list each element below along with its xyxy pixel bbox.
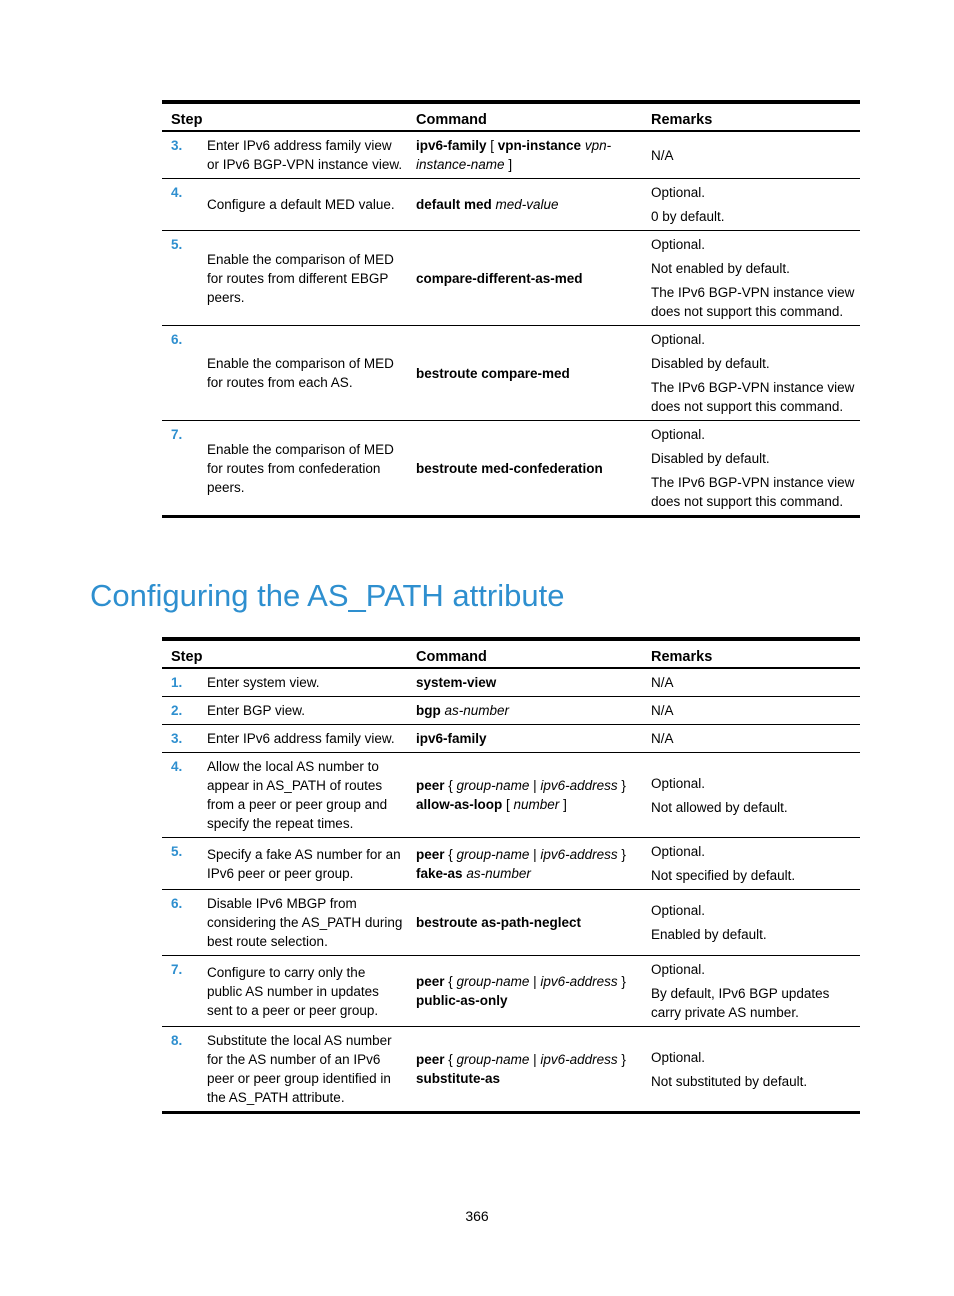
step-description: Enter BGP view. — [207, 703, 306, 718]
command-syntax: | — [529, 778, 541, 793]
step-number: 6. — [171, 332, 183, 347]
step-description: Substitute the local AS number for the AS number of an IPv6 peer or peer group identified in the AS_PATH attribute. — [207, 1033, 392, 1105]
command-syntax: ] — [504, 157, 513, 172]
command-keyword: system-view — [416, 675, 497, 690]
command-syntax: } — [617, 778, 626, 793]
remarks-cell — [645, 956, 860, 1027]
command-syntax: { — [444, 846, 457, 862]
remark-line: Optional. — [651, 427, 706, 442]
command-cell — [412, 1027, 645, 1113]
command-syntax: } — [617, 1052, 626, 1067]
command-syntax: | — [529, 1052, 541, 1067]
remarks-cell — [645, 890, 860, 956]
step-description: Enter system view. — [207, 675, 320, 690]
command-keyword: vpn-instance — [497, 138, 582, 153]
remark-line: N/A — [651, 675, 674, 690]
step-number: 5. — [171, 237, 183, 252]
command-cell — [412, 421, 645, 517]
command-cell — [412, 131, 645, 179]
step-number: 7. — [171, 427, 183, 442]
step-description: Enable the comparison of MED for routes from confederation peers. — [207, 441, 394, 495]
command-keyword: compare-different-as-med — [416, 270, 583, 286]
command-keyword: peer — [416, 778, 445, 793]
command-keyword: peer — [416, 1052, 445, 1067]
table-row — [162, 179, 860, 231]
command-keyword: bgp — [416, 703, 441, 718]
command-keyword: fake-as — [416, 865, 463, 881]
command-argument: med-value — [495, 197, 559, 212]
command-syntax: | — [529, 974, 541, 989]
remark-line: Enabled by default. — [651, 927, 767, 942]
remark-line: 0 by default. — [651, 209, 725, 224]
remark-line: Not substituted by default. — [651, 1073, 808, 1089]
command-argument: group-name — [456, 778, 530, 793]
command-cell — [412, 697, 645, 725]
step-description: Allow the local AS number to appear in AS_PATH of routes from a peer or peer group and specify the repeat times. — [207, 759, 388, 831]
command-syntax: [ — [502, 797, 514, 812]
step-number: 7. — [171, 962, 183, 977]
command-keyword: peer — [416, 974, 445, 989]
step-description: Configure to carry only the public AS number in updates sent to a peer or peer group. — [207, 964, 379, 1018]
step-number: 4. — [171, 185, 183, 200]
remark-line: Disabled by default. — [651, 451, 770, 466]
table-row — [162, 890, 860, 956]
remarks-cell — [645, 725, 860, 753]
command-syntax: { — [444, 778, 457, 793]
remark-line: Not allowed by default. — [651, 799, 788, 815]
remarks-cell — [645, 421, 860, 517]
remarks-cell — [645, 1027, 860, 1113]
table-row — [162, 725, 860, 753]
remark-line: The IPv6 BGP-VPN instance view does not support this command. — [651, 285, 855, 319]
command-argument: as-number — [466, 865, 531, 881]
table-row — [162, 131, 860, 179]
table-row — [162, 838, 860, 890]
remarks-cell — [645, 231, 860, 326]
command-keyword: allow-as-loop — [416, 797, 503, 812]
command-cell — [412, 838, 645, 890]
command-argument: group-name — [456, 974, 530, 989]
table-row — [162, 1027, 860, 1113]
command-argument: vpn-instance-name — [416, 138, 612, 172]
remarks-cell — [645, 179, 860, 231]
table-row — [162, 668, 860, 697]
step-number: 1. — [171, 675, 183, 690]
command-cell — [412, 956, 645, 1027]
command-argument: group-name — [456, 846, 530, 862]
remark-line: Optional. — [651, 775, 706, 791]
command-argument: as-number — [444, 703, 510, 718]
step-description: Disable IPv6 MBGP from considering the AS_PATH during best route selection. — [207, 896, 403, 949]
header-command: Command — [416, 112, 487, 128]
step-number: 2. — [171, 703, 183, 718]
command-argument: ipv6-address — [540, 1052, 618, 1067]
table-row — [162, 231, 860, 326]
command-syntax: ] — [559, 797, 567, 812]
command-cell — [412, 725, 645, 753]
step-number: 6. — [171, 896, 183, 911]
command-keyword: bestroute med-confederation — [416, 460, 603, 476]
command-keyword: peer — [416, 846, 445, 862]
remark-line: Optional. — [651, 844, 706, 859]
remark-line: Not specified by default. — [651, 868, 796, 883]
command-keyword: bestroute as-path-neglect — [416, 915, 582, 930]
remark-line: Optional. — [651, 237, 706, 252]
command-keyword: ipv6-family — [416, 731, 487, 746]
command-syntax: { — [444, 974, 457, 989]
command-keyword: bestroute compare-med — [416, 365, 570, 381]
command-syntax: | — [529, 846, 541, 862]
command-argument: ipv6-address — [540, 778, 618, 793]
command-syntax: { — [444, 1052, 457, 1067]
remarks-cell — [645, 326, 860, 421]
header-remarks: Remarks — [651, 649, 713, 665]
command-cell — [412, 668, 645, 697]
command-syntax: } — [617, 846, 626, 862]
remark-line: By default, IPv6 BGP updates carry private AS number. — [651, 986, 830, 1020]
step-description: Configure a default MED value. — [207, 197, 395, 212]
step-description: Enable the comparison of MED for routes from each AS. — [207, 356, 394, 390]
command-argument: ipv6-address — [540, 974, 618, 989]
step-description: Enable the comparison of MED for routes from different EBGP peers. — [207, 251, 394, 305]
remarks-cell — [645, 668, 860, 697]
step-number: 5. — [171, 844, 183, 859]
remark-line: Optional. — [651, 332, 706, 347]
remark-line: Disabled by default. — [651, 356, 770, 371]
header-step: Step — [171, 649, 203, 665]
step-number: 3. — [171, 731, 183, 746]
table-row — [162, 421, 860, 517]
command-syntax: } — [617, 974, 626, 989]
remark-line: Optional. — [651, 903, 706, 918]
command-cell — [412, 753, 645, 838]
command-keyword: substitute-as — [416, 1071, 501, 1086]
remark-line: Optional. — [651, 185, 706, 200]
table-row — [162, 697, 860, 725]
step-number: 4. — [171, 759, 183, 774]
step-description: Enter IPv6 address family view. — [207, 731, 395, 746]
remark-line: The IPv6 BGP-VPN instance view does not support this command. — [651, 475, 855, 509]
command-syntax: [ — [486, 138, 498, 153]
command-keyword: default med — [416, 197, 492, 212]
table-row — [162, 956, 860, 1027]
command-argument: group-name — [456, 1052, 530, 1067]
remark-line: N/A — [651, 147, 674, 163]
header-remarks: Remarks — [651, 112, 713, 128]
remark-line: Optional. — [651, 962, 706, 977]
command-cell — [412, 179, 645, 231]
page-number: 366 — [465, 1208, 489, 1224]
table-row — [162, 326, 860, 421]
table-body — [162, 668, 860, 1113]
remark-line: N/A — [651, 703, 674, 718]
command-argument: ipv6-address — [540, 846, 618, 862]
step-table-med — [162, 100, 860, 518]
remarks-cell — [645, 753, 860, 838]
section-heading: Configuring the AS_PATH attribute — [90, 578, 565, 613]
remarks-cell — [645, 697, 860, 725]
header-step: Step — [171, 112, 203, 128]
command-cell — [412, 231, 645, 326]
command-argument: number — [513, 797, 560, 812]
step-table-as-path — [162, 637, 860, 1114]
command-keyword: public-as-only — [416, 993, 508, 1008]
step-description: Enter IPv6 address family view or IPv6 BGP-VPN instance view. — [207, 138, 403, 172]
remarks-cell — [645, 838, 860, 890]
table-header-row — [162, 102, 860, 131]
remark-line: Not enabled by default. — [651, 261, 790, 276]
header-command: Command — [416, 649, 487, 665]
remark-line: Optional. — [651, 1049, 706, 1065]
remark-line: N/A — [651, 731, 674, 746]
step-number: 3. — [171, 138, 183, 153]
command-cell — [412, 326, 645, 421]
table-body — [162, 131, 860, 517]
remark-line: The IPv6 BGP-VPN instance view does not support this command. — [651, 380, 855, 414]
command-cell — [412, 890, 645, 956]
remarks-cell — [645, 131, 860, 179]
command-keyword: ipv6-family — [416, 138, 487, 153]
table-header-row — [162, 639, 860, 668]
step-number: 8. — [171, 1033, 183, 1048]
table-row — [162, 753, 860, 838]
step-description: Specify a fake AS number for an IPv6 peer or peer group. — [207, 846, 401, 881]
